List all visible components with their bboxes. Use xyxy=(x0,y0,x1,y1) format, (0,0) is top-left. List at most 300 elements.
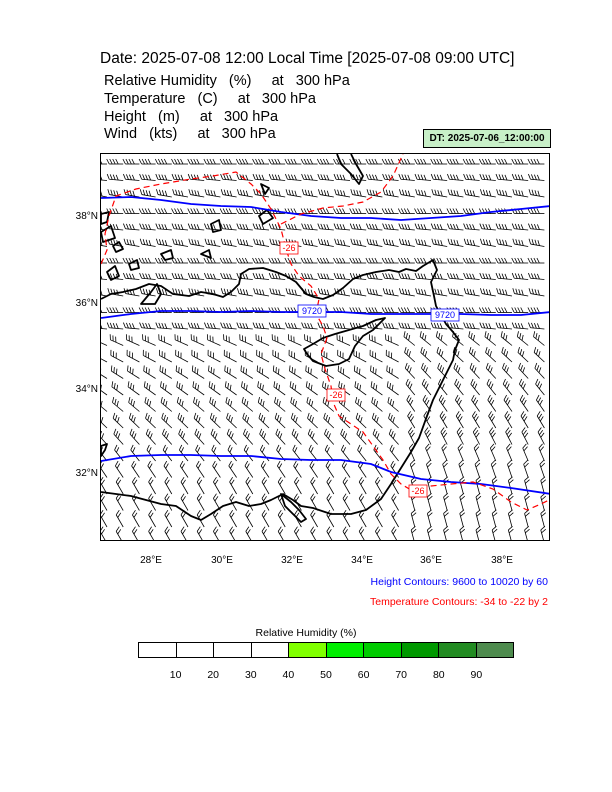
wind-barb xyxy=(518,379,532,395)
wind-barb xyxy=(317,258,334,263)
wind-barb xyxy=(228,477,241,494)
wind-barb xyxy=(334,273,351,279)
wind-barb xyxy=(459,510,468,527)
wind-barb xyxy=(285,288,302,296)
wind-barb xyxy=(128,429,143,445)
wind-barb xyxy=(367,334,384,345)
wind-barb xyxy=(111,397,127,411)
wind-barb xyxy=(468,347,483,362)
wind-barb xyxy=(270,334,287,345)
colorbar-label-20: 20 xyxy=(207,669,220,681)
wind-barb xyxy=(475,526,484,541)
wind-barb xyxy=(277,477,290,494)
wind-barb xyxy=(207,381,223,395)
wind-barb xyxy=(492,493,501,510)
wind-barb xyxy=(447,224,464,230)
wind-barb xyxy=(190,350,207,362)
wind-barb xyxy=(205,334,222,345)
wind-barb xyxy=(109,350,126,362)
wind-barb xyxy=(336,366,353,379)
wind-barb xyxy=(236,209,253,214)
wind-barb xyxy=(236,258,253,263)
wind-barb xyxy=(269,159,286,164)
wind-barb xyxy=(339,429,354,445)
wind-barb xyxy=(442,460,452,477)
wind-barb xyxy=(139,224,156,230)
wind-barb xyxy=(512,258,529,263)
wind-barb xyxy=(227,461,240,477)
wind-barb xyxy=(485,379,499,395)
wind-barb xyxy=(406,411,419,428)
wind-barb xyxy=(220,224,237,230)
wind-barb xyxy=(334,258,351,263)
wind-barb xyxy=(537,428,549,445)
wind-barb xyxy=(107,159,124,164)
colorbar-label-60: 60 xyxy=(357,669,370,681)
wind-barb xyxy=(173,350,190,362)
wind-barb xyxy=(521,428,533,445)
wind-barb xyxy=(539,460,549,477)
wind-barb xyxy=(286,334,303,345)
wind-barb xyxy=(139,323,156,329)
wind-barb xyxy=(101,397,110,411)
dt-badge: DT: 2025-07-06_12:00:00 xyxy=(423,129,551,148)
wind-barb xyxy=(101,334,109,345)
wind-barb xyxy=(172,273,189,279)
wind-barb xyxy=(276,461,289,477)
wind-barb xyxy=(301,189,318,197)
wind-barb xyxy=(115,510,128,527)
map-canvas xyxy=(101,154,550,541)
wind-barb xyxy=(223,381,239,395)
colorbar-cell-3 xyxy=(252,643,290,657)
wind-barb xyxy=(253,159,270,164)
wind-barb xyxy=(241,413,256,428)
wind-barb xyxy=(256,397,272,411)
wind-barb xyxy=(172,323,189,329)
wind-barb xyxy=(431,209,448,214)
wind-barb xyxy=(528,189,545,197)
wind-barb xyxy=(190,366,207,379)
wind-barb xyxy=(492,526,501,541)
wind-barb xyxy=(157,350,174,362)
wind-barb xyxy=(101,381,110,395)
wind-barb xyxy=(371,413,386,428)
wind-barb xyxy=(533,363,548,378)
wind-barb xyxy=(224,397,240,411)
wind-barb xyxy=(245,527,258,541)
wind-barb xyxy=(540,477,549,494)
wind-barb xyxy=(194,445,208,461)
wind-barb xyxy=(467,331,483,345)
wind-barb xyxy=(350,239,367,247)
wind-barb xyxy=(496,224,513,230)
wind-barb xyxy=(220,273,237,279)
map-plot xyxy=(100,153,550,541)
wind-barb xyxy=(512,224,529,230)
wind-barb xyxy=(124,334,141,345)
wind-barb xyxy=(326,477,339,494)
wind-barb xyxy=(399,288,416,296)
wind-barb xyxy=(431,239,448,247)
wind-barb xyxy=(175,381,191,395)
wind-barb xyxy=(271,350,288,362)
wind-barb xyxy=(457,444,468,461)
wind-barb xyxy=(479,159,496,164)
wind-barb xyxy=(475,493,484,510)
wind-barb xyxy=(101,159,107,164)
wind-barb xyxy=(318,189,335,197)
wind-barb xyxy=(195,461,208,477)
wind-barb xyxy=(269,224,286,230)
wind-barb xyxy=(366,288,383,296)
wind-barb xyxy=(188,239,205,247)
wind-barb xyxy=(101,366,110,379)
wind-barb xyxy=(172,224,189,230)
wind-barb xyxy=(164,510,177,527)
wind-barb xyxy=(237,189,254,197)
wind-barb xyxy=(285,323,302,329)
wind-barb xyxy=(123,174,140,180)
wind-barb xyxy=(254,350,271,362)
wind-barb xyxy=(382,239,399,247)
wind-barb xyxy=(139,239,156,247)
wind-barb xyxy=(382,189,399,197)
wind-barb xyxy=(507,460,517,477)
wind-barb xyxy=(366,224,383,230)
wind-barb xyxy=(447,273,464,279)
colorbar-label-30: 30 xyxy=(244,669,257,681)
colorbar-cell-9 xyxy=(477,643,514,657)
wind-barb xyxy=(534,379,548,395)
wind-barb xyxy=(123,308,139,313)
wind-barb xyxy=(435,347,450,362)
wind-barb xyxy=(496,258,513,263)
lon-label-32e: 32°E xyxy=(281,555,303,566)
wind-barb xyxy=(463,288,480,296)
wind-barb xyxy=(188,224,205,230)
wind-barb xyxy=(236,159,253,164)
wind-barb xyxy=(415,288,432,296)
wind-barb xyxy=(109,366,126,379)
wind-barb xyxy=(532,347,547,362)
wind-barb xyxy=(272,381,288,395)
colorbar-cell-5 xyxy=(327,643,365,657)
wind-barb xyxy=(358,510,371,527)
wind-barb xyxy=(285,258,302,263)
wind-barb xyxy=(512,273,529,279)
wind-barb xyxy=(261,510,274,527)
wind-barb xyxy=(274,429,289,445)
wind-barb xyxy=(468,363,483,378)
wind-barb xyxy=(111,413,126,428)
wind-barb xyxy=(463,273,480,279)
wind-barb xyxy=(155,174,172,180)
wind-barb xyxy=(301,174,318,180)
wind-barb xyxy=(463,258,480,263)
wind-barb xyxy=(209,429,224,445)
wind-barb xyxy=(483,331,499,345)
wind-barb xyxy=(366,174,383,180)
wind-barb xyxy=(415,308,432,313)
wind-barb xyxy=(505,428,517,445)
wind-barb xyxy=(155,323,172,329)
wind-barb xyxy=(334,159,351,164)
wind-barb xyxy=(139,174,156,180)
wind-barb xyxy=(528,273,545,279)
wind-barb xyxy=(536,411,549,428)
wind-barb xyxy=(180,527,193,541)
wind-barb xyxy=(188,323,205,329)
wind-barb xyxy=(112,429,127,445)
wind-barb xyxy=(427,526,436,541)
wind-barb xyxy=(350,159,367,164)
wind-barb xyxy=(172,159,189,164)
wind-barb xyxy=(540,510,549,527)
wind-barb xyxy=(243,445,257,461)
wind-barb xyxy=(141,334,158,345)
wind-barb xyxy=(398,273,415,279)
wind-barb xyxy=(486,395,500,411)
wind-barb xyxy=(220,323,237,329)
wind-barb xyxy=(515,331,531,345)
wind-barb xyxy=(479,224,496,230)
wind-barb xyxy=(390,527,403,541)
colorbar xyxy=(138,642,514,658)
wind-barb xyxy=(309,510,322,527)
wind-barb xyxy=(127,397,143,411)
wind-barb xyxy=(212,477,225,494)
wind-barb xyxy=(479,258,496,263)
wind-barb xyxy=(415,189,432,197)
wind-barb xyxy=(155,209,172,214)
lat-label-36n: 36°N xyxy=(75,298,98,309)
field-temp-label: Temperature (C) at 300 hPa xyxy=(104,91,316,107)
wind-barb xyxy=(459,526,468,541)
lon-label-34e: 34°E xyxy=(351,555,373,566)
wind-barb xyxy=(287,366,304,379)
colorbar-cell-1 xyxy=(177,643,215,657)
lat-label-32n: 32°N xyxy=(75,468,98,479)
wind-barb xyxy=(528,258,545,263)
wind-barb xyxy=(354,413,369,428)
wind-barb xyxy=(115,477,128,494)
wind-barb xyxy=(255,366,272,379)
wind-barb xyxy=(398,323,415,329)
wind-barb xyxy=(463,323,480,329)
wind-barb xyxy=(512,174,529,180)
field-wind-label: Wind (kts) at 300 hPa xyxy=(104,126,276,142)
wind-barb xyxy=(334,239,351,247)
wind-barb xyxy=(455,411,468,428)
wind-barb xyxy=(101,174,107,180)
wind-barb xyxy=(366,159,383,164)
wind-barb xyxy=(350,288,367,296)
wind-barb xyxy=(427,510,436,527)
wind-barb xyxy=(374,477,387,494)
wind-barb xyxy=(220,258,237,263)
wind-barb xyxy=(220,209,237,214)
wind-barb xyxy=(139,189,156,197)
colorbar-label-70: 70 xyxy=(395,669,408,681)
wind-barb xyxy=(288,381,304,395)
wind-barb xyxy=(209,413,224,428)
wind-barb xyxy=(317,224,334,230)
wind-barb xyxy=(188,273,205,279)
wind-barb xyxy=(204,239,221,247)
wind-barb xyxy=(404,379,418,395)
wind-barb xyxy=(340,445,354,461)
wind-barb xyxy=(188,258,205,263)
wind-barb xyxy=(404,363,419,378)
wind-barb xyxy=(261,477,274,494)
wind-barb xyxy=(420,363,435,378)
wind-barb xyxy=(334,189,351,197)
wind-barb xyxy=(528,288,545,296)
wind-barb xyxy=(415,323,432,329)
wind-barb xyxy=(398,174,415,180)
wind-barb xyxy=(372,445,386,461)
wind-barb xyxy=(101,494,111,511)
wind-barb xyxy=(289,397,305,411)
wind-barb xyxy=(301,258,318,263)
wind-barb xyxy=(469,379,483,395)
wind-barb xyxy=(334,174,351,180)
wind-barb xyxy=(447,288,464,296)
wind-barb xyxy=(512,288,529,296)
wind-barb xyxy=(459,493,468,510)
wind-barb xyxy=(358,527,371,541)
wind-barb xyxy=(524,526,533,541)
wind-barb xyxy=(371,429,386,445)
wind-barb xyxy=(174,366,191,379)
wind-barb xyxy=(447,159,464,164)
wind-barb xyxy=(342,527,355,541)
wind-barb xyxy=(293,527,306,541)
coast-island-e xyxy=(261,184,269,194)
wind-barb xyxy=(398,308,415,313)
wind-barb xyxy=(222,334,239,345)
wind-barb xyxy=(390,494,403,511)
wind-barb xyxy=(479,174,496,180)
wind-barb xyxy=(425,444,436,461)
wind-barb xyxy=(307,445,321,461)
wind-barb xyxy=(101,350,109,362)
wind-barb xyxy=(485,363,500,378)
wind-barb xyxy=(101,189,108,197)
wind-barb xyxy=(285,224,302,230)
wind-barb xyxy=(125,366,142,379)
wind-barb xyxy=(160,413,175,428)
wind-barb xyxy=(237,288,254,296)
wind-barb xyxy=(301,224,318,230)
wind-barb xyxy=(239,366,256,379)
wind-barb xyxy=(502,379,516,395)
wind-barb xyxy=(411,510,420,527)
wind-barb xyxy=(456,428,468,445)
wind-barb xyxy=(317,273,334,279)
wind-barb xyxy=(322,413,337,428)
height-label-b: 9720 xyxy=(434,310,456,320)
wind-barb xyxy=(253,323,270,329)
wind-barb xyxy=(500,347,515,362)
wind-barb xyxy=(144,413,159,428)
wind-barb xyxy=(382,273,399,279)
wind-barb xyxy=(101,510,111,527)
wind-barb xyxy=(506,444,517,461)
wind-barb xyxy=(172,258,189,263)
wind-barb xyxy=(382,308,399,313)
wind-barb xyxy=(155,273,172,279)
wind-barb xyxy=(245,510,258,527)
wind-barb xyxy=(223,366,240,379)
wind-barb xyxy=(145,429,160,445)
wind-barb xyxy=(335,334,352,345)
wind-barb xyxy=(309,527,322,541)
wind-barb xyxy=(419,347,434,362)
wind-barb xyxy=(304,381,320,395)
wind-barb xyxy=(463,174,480,180)
wind-barb xyxy=(382,209,399,214)
wind-barb xyxy=(356,445,370,461)
wind-barb xyxy=(399,239,416,247)
wind-barb xyxy=(463,159,480,164)
wind-barb xyxy=(159,397,175,411)
wind-barb xyxy=(115,527,128,541)
wind-barb xyxy=(415,159,432,164)
wind-barb xyxy=(540,526,549,541)
wind-barb xyxy=(155,159,172,164)
wind-barb xyxy=(463,308,480,313)
wind-barb xyxy=(398,209,415,214)
wind-barb xyxy=(285,189,302,197)
wind-barb xyxy=(370,397,386,411)
wind-barb xyxy=(277,510,290,527)
wind-barb xyxy=(175,397,191,411)
wind-barb xyxy=(415,239,432,247)
colorbar-title: Relative Humidity (%) xyxy=(255,627,357,639)
coast-island-d xyxy=(211,220,221,232)
wind-barb xyxy=(350,308,367,313)
wind-barb xyxy=(123,209,139,214)
wind-barb xyxy=(260,461,273,477)
wind-barb xyxy=(277,527,290,541)
wind-barb xyxy=(470,395,484,411)
height-contours-note: Height Contours: 9600 to 10020 by 60 xyxy=(370,576,548,588)
wind-barb xyxy=(141,350,158,362)
wind-barb xyxy=(258,429,273,445)
wind-barb xyxy=(453,379,467,395)
wind-barb xyxy=(447,239,464,247)
wind-barb xyxy=(524,510,533,527)
wind-barb xyxy=(161,429,176,445)
wind-barb xyxy=(471,411,484,428)
wind-barb xyxy=(447,209,464,214)
wind-barb xyxy=(522,444,533,461)
wind-barb xyxy=(368,350,385,362)
wind-barb xyxy=(463,209,480,214)
wind-barb xyxy=(405,395,419,411)
wind-barb xyxy=(301,273,318,279)
wind-barb xyxy=(162,445,176,461)
wind-barb xyxy=(452,363,467,378)
wind-barb xyxy=(480,189,497,197)
wind-barb xyxy=(146,461,159,477)
wind-barb xyxy=(225,413,240,428)
lat-label-34n: 34°N xyxy=(75,384,98,395)
wind-barb xyxy=(220,189,237,197)
wind-barb xyxy=(520,411,533,428)
